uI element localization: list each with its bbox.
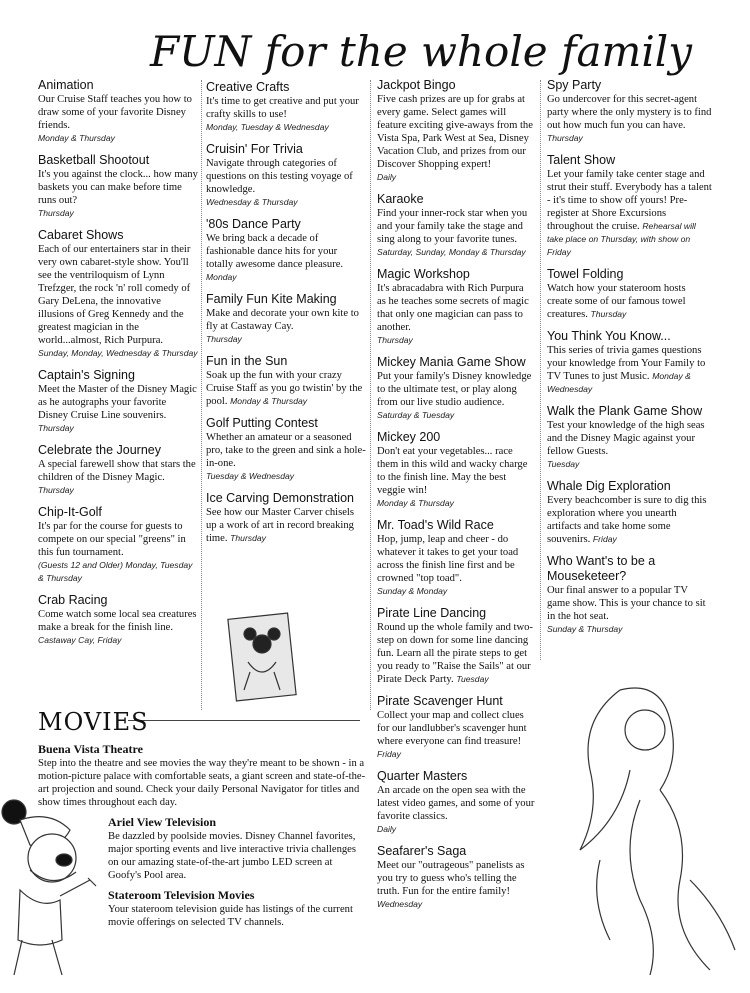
movie-description: Your stateroom television guide has listings of the current movie offerings on selected TV channels. <box>108 904 353 928</box>
sailor-mickey-illustration <box>0 800 100 980</box>
activity-entry <box>377 518 535 598</box>
activity-description: Watch how your stateroom hosts create some of our famous towel creatures. <box>547 283 686 320</box>
activity-title: Pirate Scavenger Hunt <box>377 694 503 708</box>
banner-text: FUN for the whole family <box>150 27 692 76</box>
activity-days: Monday, Tuesday & Wednesday <box>206 122 329 132</box>
activity-entry <box>38 153 198 220</box>
activity-description: Our Cruise Staff teaches you how to draw some of your favorite Disney friends. <box>38 94 192 131</box>
activity-entry <box>547 153 712 259</box>
activity-entry <box>547 554 712 636</box>
activity-description: Our final answer to a popular TV game show. This is your chance to sit in the hot seat. <box>547 585 706 622</box>
activity-title: Animation <box>38 78 94 92</box>
activity-title: Pirate Line Dancing <box>377 606 487 620</box>
activity-days: Daily <box>377 172 397 182</box>
activity-entry <box>38 228 198 360</box>
activity-description: Go undercover for this secret-agent party where the only mystery is to find out how much fun you can have. <box>547 94 712 131</box>
activity-entry <box>547 78 712 145</box>
activity-title: Mr. Toad's Wild Race <box>377 518 494 532</box>
activity-days: Thursday <box>206 334 242 344</box>
activity-entry <box>206 354 366 408</box>
activity-entry <box>377 430 535 510</box>
mickey-card-illustration <box>228 612 298 704</box>
activity-entry <box>206 217 366 284</box>
activity-column-4 <box>547 78 712 644</box>
activity-entry <box>38 593 198 647</box>
activity-entry <box>206 491 366 545</box>
activity-title: Whale Dig Exploration <box>547 479 671 493</box>
activity-title: Celebrate the Journey <box>38 443 161 457</box>
activity-title: Walk the Plank Game Show <box>547 404 703 418</box>
activity-title: Towel Folding <box>547 267 624 281</box>
movie-entry <box>38 742 368 809</box>
activity-title: Karaoke <box>377 192 424 206</box>
activity-column-1 <box>38 78 198 655</box>
activity-days: Sunday, Monday, Wednesday & Thursday <box>38 348 198 358</box>
activity-days: Saturday, Sunday, Monday & Thursday <box>377 247 526 257</box>
activity-days: Thursday <box>377 335 413 345</box>
activity-title: Spy Party <box>547 78 602 92</box>
activity-entry <box>377 267 535 347</box>
activity-days: Tuesday & Wednesday <box>206 471 295 481</box>
movies-heading: MOVIES <box>38 708 149 736</box>
activity-title: Captain's Signing <box>38 368 135 382</box>
activity-title: Cruisin' For Trivia <box>206 142 303 156</box>
activity-description: Every beachcomber is sure to dig this exploration where you unearth artifacts and take home some souvenirs. <box>547 495 707 545</box>
activity-title: Cabaret Shows <box>38 228 124 242</box>
activity-description: Meet our "outrageous" panelists as you try to guess who's telling the truth. Fun for the entire family! <box>377 860 525 897</box>
activity-days: Castaway Cay, Friday <box>38 635 122 645</box>
activity-days: Monday & Wednesday <box>547 371 691 394</box>
movie-description: Be dazzled by poolside movies. Disney Channel favorites, major sporting events and live interactive trivia challenges on our amazing state-of-the-art jumbo LED screen at Goofy's Pool area. <box>108 831 356 881</box>
activity-days: Wednesday & Thursday <box>206 197 298 207</box>
activity-days: Thursday <box>547 133 583 143</box>
activity-entry <box>377 78 535 184</box>
activity-description: Collect your map and collect clues for our landlubber's scavenger hunt where everyone can find treasure! <box>377 710 527 747</box>
activity-title: '80s Dance Party <box>206 217 301 231</box>
activity-entry <box>38 505 198 585</box>
activity-entry <box>377 606 535 686</box>
activity-title: Fun in the Sun <box>206 354 288 368</box>
activity-description: Make and decorate your own kite to fly at Castaway Cay. <box>206 308 359 332</box>
activity-description: Put your family's Disney knowledge to the ultimate test, or play along from our live studio audience. <box>377 371 532 408</box>
activity-days: Thursday <box>590 309 627 319</box>
activity-description: Soak up the fun with your crazy Cruise Staff as you go twistin' by the pool. <box>206 370 363 407</box>
activity-description: We bring back a decade of fashionable dance hits for your totally awesome dance pleasure. <box>206 233 344 270</box>
activity-description: An arcade on the open sea with the latest video games, and some of your favorite classics. <box>377 785 535 822</box>
activity-description: It's abracadabra with Rich Purpura as he teaches some secrets of magic that only one magician can pass to another. <box>377 283 529 333</box>
activity-entry <box>377 769 535 836</box>
ariel-illustration <box>560 680 745 980</box>
activity-days: Monday & Thursday <box>38 133 115 143</box>
activity-description: It's time to get creative and put your crafty skills to use! <box>206 96 359 120</box>
activity-days: Thursday <box>38 208 74 218</box>
activity-description: Test your knowledge of the high seas and the Disney Magic against your fellow Guests. <box>547 420 705 457</box>
activity-description: Five cash prizes are up for grabs at every game. Select games will feature exciting give-aways from the Vista Spa, Park West at Sea, Disney Vacation Club, and prizes from our Discover Shopping expert! <box>377 94 533 170</box>
activity-title: Magic Workshop <box>377 267 470 281</box>
activity-description: Don't eat your vegetables... race them in this wild and wacky charge to the finish line. May the best veggie win! <box>377 446 528 496</box>
activity-entry <box>38 443 198 497</box>
activity-entry <box>377 694 535 761</box>
column-divider <box>370 80 371 710</box>
activity-description: This series of trivia games questions your knowledge from Your Family to TV Tunes to just Music. <box>547 345 706 382</box>
activity-entry <box>38 78 198 145</box>
activity-description: It's you against the clock... how many baskets you can make before time runs out? <box>38 169 198 206</box>
movie-title: Ariel View Television <box>108 815 216 829</box>
activity-days: Tuesday <box>547 459 580 469</box>
activity-title: You Think You Know... <box>547 329 671 343</box>
activity-days: Friday <box>592 534 617 544</box>
activity-entry <box>547 479 712 546</box>
activity-days: Sunday & Thursday <box>547 624 623 634</box>
activity-description: Come watch some local sea creatures make a break for the finish line. <box>38 609 197 633</box>
movie-title: Buena Vista Theatre <box>38 742 143 756</box>
activity-title: Crab Racing <box>38 593 108 607</box>
activity-title: Mickey Mania Game Show <box>377 355 526 369</box>
activity-days: Thursday <box>38 423 74 433</box>
activity-description: Round up the whole family and two-step on down for some line dancing fun. Learn all the pirate steps to get you ready to "Raise the Sails" at our Pirate Deck Party. <box>377 622 533 685</box>
activity-title: Jackpot Bingo <box>377 78 456 92</box>
activity-title: Golf Putting Contest <box>206 416 318 430</box>
activity-title: Talent Show <box>547 153 616 167</box>
activity-description: Find your inner-rock star when you and your family take the stage and sing along to your favorite tunes. <box>377 208 528 245</box>
activity-days: Saturday & Tuesday <box>377 410 455 420</box>
activity-column-3 <box>377 78 535 919</box>
activity-column-2 <box>206 80 366 553</box>
activity-days: Thursday <box>230 533 266 543</box>
activity-description: Let your family take center stage and strut their stuff. Everybody has a talent - it's time to show off yours! Pre-register at Shore Excursions throughout the cruise. <box>547 169 712 232</box>
activity-description: It's par for the course for guests to compete on our special "greens" in this fun tournament. <box>38 521 186 558</box>
activity-title: Family Fun Kite Making <box>206 292 337 306</box>
movie-title: Stateroom Television Movies <box>108 888 255 902</box>
activity-days: Friday <box>377 749 401 759</box>
activity-entry <box>38 368 198 435</box>
movie-description: Step into the theatre and see movies the way they're meant to be shown - in a motion-picture palace with comfortable seats, a giant screen and state-of-the-art projection and sound. Check your daily Personal Navigator for titles and show times throughout each day. <box>38 758 366 808</box>
activity-description: Hop, jump, leap and cheer - do whatever it takes to get your toad across the finish line first and be crowned "top toad". <box>377 534 519 584</box>
activity-entry <box>547 404 712 471</box>
activity-entry <box>206 80 366 134</box>
activity-entry <box>547 329 712 396</box>
activity-entry <box>206 292 366 346</box>
activity-entry <box>377 355 535 422</box>
activity-entry <box>377 844 535 911</box>
activity-description: A special farewell show that stars the children of the Disney Magic. <box>38 459 196 483</box>
activity-title: Ice Carving Demonstration <box>206 491 354 505</box>
activity-days: Monday & Thursday <box>230 396 308 406</box>
activity-description: Meet the Master of the Disney Magic as he autographs your favorite Disney Cruise Line souvenirs. <box>38 384 197 421</box>
activity-title: Who Want's to be a Mouseketeer? <box>547 554 656 583</box>
activity-title: Basketball Shootout <box>38 153 150 167</box>
activity-days: Rehearsal will take place on Thursday, with show on Friday <box>547 221 696 257</box>
activity-title: Chip-It-Golf <box>38 505 102 519</box>
activity-entry <box>547 267 712 321</box>
activity-description: Each of our entertainers star in their very own cabaret-style show. You'll see the ventriloquism of Lynn Trefzger, the rock 'n' roll comedy of Gary DeLena, the innovative illusions of Greg Kennedy and the greatest magician in the world...almost, Rich Purpura. <box>38 244 191 346</box>
activity-days: Daily <box>377 824 397 834</box>
activity-entry <box>206 416 366 483</box>
activity-days: Sunday & Monday <box>377 586 448 596</box>
activity-title: Mickey 200 <box>377 430 441 444</box>
activity-days: Thursday <box>38 485 74 495</box>
activity-description: See how our Master Carver chisels up a work of art in record breaking time. <box>206 507 354 544</box>
activity-title: Quarter Masters <box>377 769 468 783</box>
activity-days: (Guests 12 and Older) Monday, Tuesday & Thursday <box>38 560 193 583</box>
activity-days: Wednesday <box>377 899 423 909</box>
activity-entry <box>206 142 366 209</box>
activity-description: Whether an amateur or a seasoned pro, take to the green and sink a hole-in-one. <box>206 432 366 469</box>
movie-entry <box>108 888 368 929</box>
column-divider <box>201 80 202 710</box>
activity-description: Navigate through categories of questions on this testing voyage of knowledge. <box>206 158 353 195</box>
activity-days: Tuesday <box>456 674 489 684</box>
activity-title: Seafarer's Saga <box>377 844 467 858</box>
activity-days: Monday <box>206 272 237 282</box>
activity-title: Creative Crafts <box>206 80 290 94</box>
column-divider <box>540 80 541 660</box>
activity-entry <box>377 192 535 259</box>
activity-days: Monday & Thursday <box>377 498 454 508</box>
movie-entry <box>108 815 368 882</box>
